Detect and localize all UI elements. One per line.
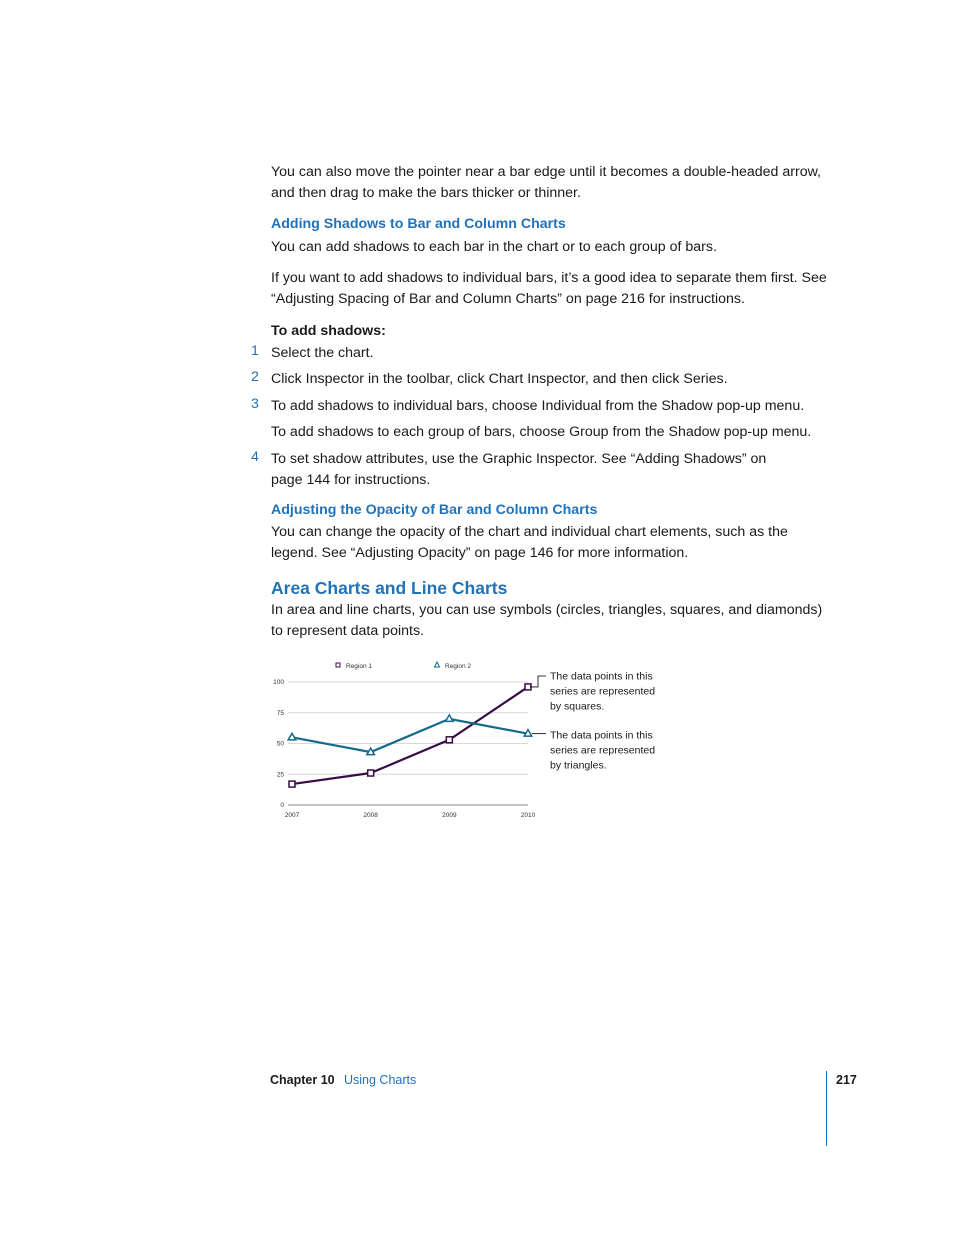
data-point-triangle [446,715,454,722]
callout-text: The data points in this [550,729,653,742]
data-point-triangle [524,730,532,737]
step-text: To add shadows to each group of bars, choose Group from the Shadow pop-up menu. [271,424,812,440]
step-text: Click Inspector in the toolbar, click Chart Inspector, and then click Series. [271,371,728,387]
data-point-triangle [367,748,375,755]
area-line-paragraph: In area and line charts, you can use symbols (circles, triangles, squares, and diamonds) to represent data points. [271,602,823,639]
step-text: To set shadow attributes, use the Graphic Inspector. See “Adding Shadows” on page 144 for instructions. [271,451,767,488]
legend-triangle-marker [435,662,440,667]
step-text: To add shadows to individual bars, choose Individual from the Shadow pop-up menu. [271,398,805,414]
footer-chapter-title: Using Charts [344,1073,417,1087]
data-point-triangle [288,733,296,740]
callout-leader-line [530,676,546,687]
legend-label: Region 1 [346,663,373,670]
step-number: 4 [251,449,259,465]
page-number: 217 [836,1073,857,1087]
data-point-square [525,684,531,690]
opacity-paragraph: You can change the opacity of the chart and individual chart elements, such as the legend. See “Adjusting Opacity” on page 146 for more information. [271,524,788,561]
x-tick-label: 2010 [520,812,536,819]
callout-text: by triangles. [550,759,607,772]
series-line [292,719,528,752]
footer-divider [826,1071,827,1146]
y-tick-label: 50 [276,740,284,748]
callout-text: series are represented [550,685,656,698]
y-tick-label: 75 [276,709,284,717]
footer-chapter: Chapter 10 [270,1073,335,1087]
step-number: 2 [251,369,259,385]
to-add-shadows-label: To add shadows: [271,323,386,339]
heading-adding-shadows: Adding Shadows to Bar and Column Charts [271,216,566,232]
y-tick-label: 0 [280,802,284,809]
data-point-square [289,781,295,787]
intro-paragraph: You can also move the pointer near a bar edge until it becomes a double-headed arrow, and then drag to make the bars thicker or thinner. [271,164,821,201]
x-tick-label: 2008 [363,812,378,819]
series-line [292,687,528,784]
data-point-square [368,770,374,776]
step-number: 3 [251,396,259,412]
legend-square-marker [336,663,340,667]
y-tick-label: 25 [276,771,284,779]
data-point-square [446,737,452,743]
shadows-separate-paragraph: If you want to add shadows to individual bars, it’s a good idea to separate them first. See “Adjusting Spacing of Bar and Column Charts” on page 216 for instructions. [271,270,827,307]
shadows-intro-paragraph: You can add shadows to each bar in the chart or to each group of bars. [271,239,717,255]
step-number: 1 [251,343,259,359]
y-tick-label: 100 [273,679,284,686]
callout-text: by squares. [550,700,605,713]
heading-area-line-charts: Area Charts and Line Charts [271,578,508,598]
x-tick-label: 2009 [442,812,457,819]
x-tick-label: 2007 [284,812,300,819]
legend-label: Region 2 [445,663,472,670]
callout-text: series are represented [550,744,656,757]
heading-adjusting-opacity: Adjusting the Opacity of Bar and Column Charts [271,502,598,518]
callout-text: The data points in this [550,670,653,683]
step-text: Select the chart. [271,345,374,361]
